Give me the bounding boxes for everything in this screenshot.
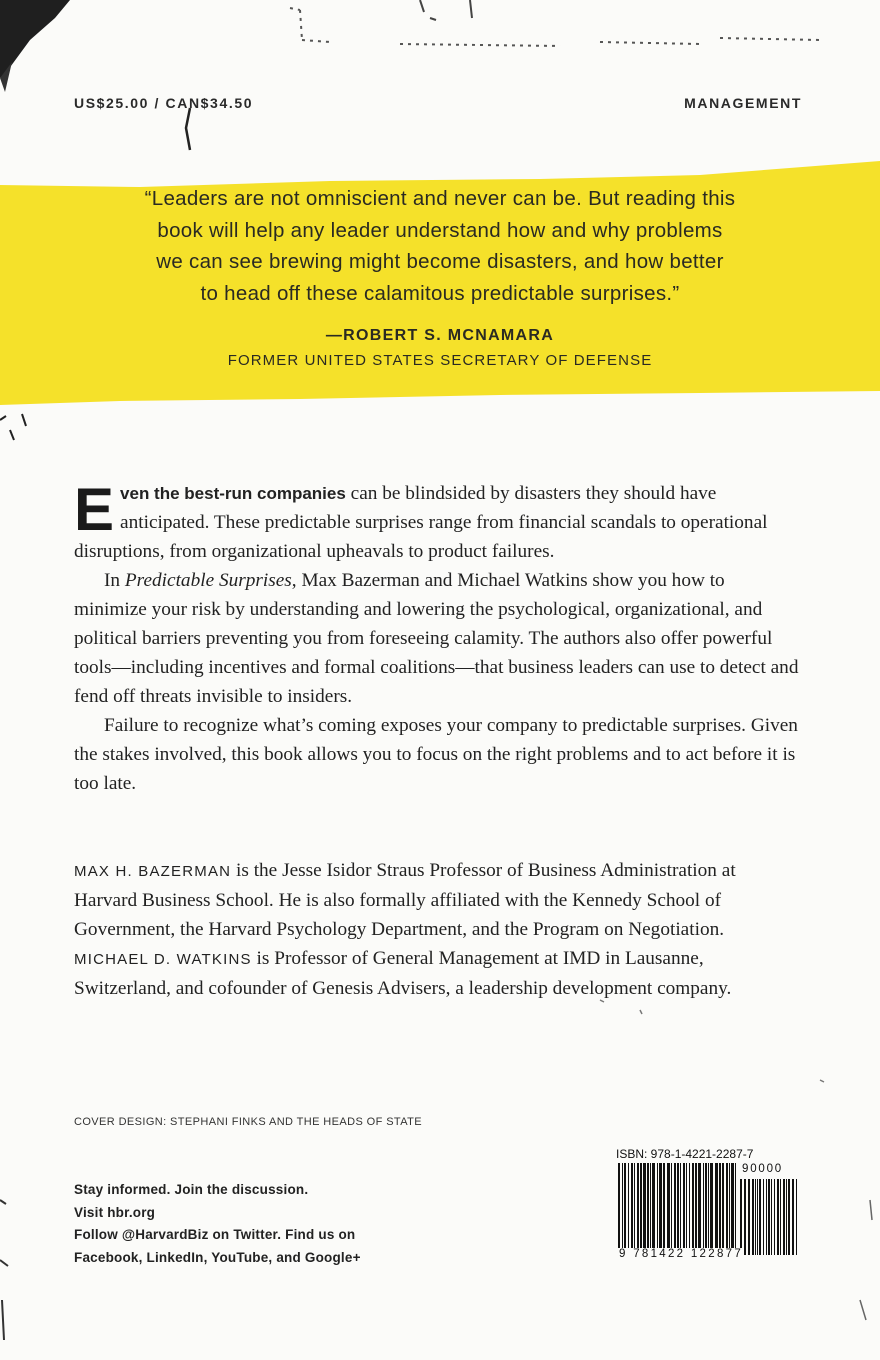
barcode-bar [686, 1163, 687, 1251]
lead-in: ven the best-run companies [120, 484, 346, 503]
price-label: US$25.00 / CAN$34.50 [74, 95, 254, 111]
description-paragraph: Failure to recognize what’s coming exposes your company to predictable surprises. Given the stakes involved, this book allows you to focus on the right problems and to act before it is too late. [74, 715, 798, 794]
addon-bar [766, 1179, 767, 1255]
barcode-bar [622, 1163, 623, 1251]
quote-line: “Leaders are not omniscient and never can be. But reading this [144, 187, 736, 210]
barcode-bar [689, 1163, 690, 1251]
social-line: Follow @HarvardBiz on Twitter. Find us on [74, 1227, 356, 1242]
barcode-bar [677, 1163, 679, 1251]
barcode-bar [671, 1163, 672, 1251]
barcode-bar [735, 1163, 736, 1251]
barcode-bar [729, 1163, 730, 1251]
barcode-bar [674, 1163, 676, 1251]
social-line: Visit hbr.org [74, 1204, 156, 1220]
addon-bar [771, 1179, 772, 1255]
endorser-name: —ROBERT S. MCNAMARA [325, 327, 555, 344]
endorser-title: FORMER UNITED STATES SECRETARY OF DEFENSE [227, 352, 653, 369]
addon-bar [740, 1179, 742, 1255]
paragraph-text: can be blindsided by disasters they should have anticipated. These predictable surprises range from financial scandals to operational disruptions, from organizational upheavals to product failures. [74, 483, 768, 562]
barcode-bar [652, 1163, 655, 1251]
drop-cap: E [74, 476, 115, 543]
barcode-bar [726, 1163, 728, 1251]
author-bio: is the Jesse Isidor Straus Professor of Business Administration at Harvard Business School. He is also formally affiliated with the Kennedy School of Government, the Harvard Psychology Department, and the Program on Negotiation. [74, 860, 736, 940]
barcode-bar [624, 1163, 626, 1251]
addon-bar [752, 1179, 754, 1255]
addon-bar [763, 1179, 764, 1255]
quote-line: we can see brewing might become disasters, and how better [156, 250, 724, 273]
description-paragraph [74, 476, 800, 566]
author-name: MICHAEL D. WATKINS [74, 951, 252, 968]
author-paragraph [74, 856, 800, 1003]
barcode-bar [637, 1163, 639, 1251]
ean-digits: 9 781422 122877 [619, 1248, 744, 1260]
barcode-bar [647, 1163, 649, 1251]
endorsement-quote [80, 183, 800, 309]
barcode-bar [722, 1163, 724, 1251]
quote-line: book will help any leader understand how and why problems [157, 218, 723, 242]
barcode-bar [695, 1163, 697, 1251]
social-line: Stay informed. Join the discussion. [74, 1182, 309, 1197]
author-bios [74, 856, 800, 1003]
barcode-bar [657, 1163, 658, 1251]
barcode-bar [719, 1163, 721, 1251]
quote-line: to head off these calamitous predictable surprises.” [200, 281, 680, 305]
barcode-bar [683, 1163, 685, 1251]
barcode-bar [692, 1163, 694, 1251]
category-label: MANAGEMENT [684, 95, 802, 111]
addon-bar [786, 1179, 787, 1255]
addon-bar [748, 1179, 750, 1255]
addon-bar [774, 1179, 775, 1255]
addon-bar [757, 1179, 758, 1255]
barcode-bar [710, 1163, 713, 1251]
barcode-bar [618, 1163, 620, 1251]
barcode-bar [680, 1163, 681, 1251]
addon-bar [783, 1179, 785, 1255]
addon-bar [744, 1179, 746, 1255]
addon-bar [788, 1179, 790, 1255]
author-bio: is Professor of General Management at IMD in Lausanne, Switzerland, and cofounder of Genesis Advisers, a leadership development company. [74, 948, 732, 999]
barcode-bar [703, 1163, 704, 1251]
barcode-bar [705, 1163, 707, 1251]
addon-bar [777, 1179, 779, 1255]
barcode [618, 1163, 800, 1255]
barcode-bar [650, 1163, 651, 1251]
barcode-bar [628, 1163, 629, 1251]
barcode-bar [708, 1163, 709, 1251]
barcode-bar [634, 1163, 635, 1251]
barcode-bar [643, 1163, 646, 1251]
barcode-bar [640, 1163, 642, 1251]
barcode-bar [667, 1163, 670, 1251]
author-name: MAX H. BAZERMAN [74, 863, 232, 880]
paragraph-text: , Max Bazerman and Michael Watkins show you how to minimize your risk by understanding and lowering the psychological, organizational, and political barriers preventing you from foreseeing calamity. The authors also offer powerful tools—including incentives and formal coalitions—that business leaders can use to detect and fend off threats invisible to insiders. [74, 570, 799, 707]
social-line: Facebook, LinkedIn, YouTube, and Google+ [74, 1249, 361, 1265]
book-description [74, 476, 800, 798]
barcode-bar [715, 1163, 718, 1251]
barcode-bar [663, 1163, 665, 1251]
isbn-label: ISBN: 978-1-4221-2287-7 [616, 1147, 754, 1161]
book-title: Predictable Surprises [124, 570, 292, 591]
cover-design-credit: COVER DESIGN: STEPHANI FINKS AND THE HEADS OF STATE [74, 1116, 423, 1128]
barcode-bar [631, 1163, 633, 1251]
barcode-bar [731, 1163, 734, 1251]
price-addon-digits: 90000 [742, 1163, 783, 1175]
addon-bar [792, 1179, 794, 1255]
addon-bar [796, 1179, 797, 1255]
barcode-bar [659, 1163, 662, 1251]
addon-bar [768, 1179, 770, 1255]
addon-bar [780, 1179, 781, 1255]
addon-bar [759, 1179, 761, 1255]
description-paragraph: In Predictable Surprises, Max Bazerman and Michael Watkins show you how to minimize your risk by understanding and lowering the psychological, organizational, and political barriers preventing you from foreseeing calamity. The authors also offer powerful tools—including incentives and formal coalitions—that business leaders can use to detect and fend off threats invisible to insiders. [74, 570, 799, 707]
addon-bar [755, 1179, 756, 1255]
barcode-bar [698, 1163, 701, 1251]
social-links [74, 1179, 361, 1269]
